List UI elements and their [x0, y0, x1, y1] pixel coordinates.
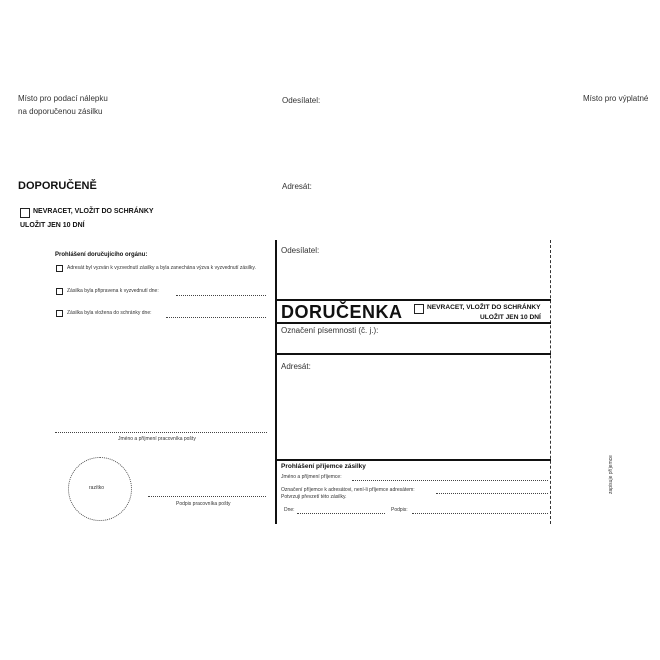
receipt-divider-1	[275, 299, 551, 301]
addressee-label: Adresát:	[282, 182, 312, 191]
declaration-item-1: Adresát byl vyzván k vyzvednutí zásilky a byla zanechána výzva k vyzvednutí zásilky.	[67, 265, 256, 271]
recipient-name-line	[352, 480, 548, 481]
recipient-declaration-title: Prohlášení příjemce zásilky	[281, 463, 366, 470]
signature-caption: Jméno a příjmení pracovníka pošty	[118, 436, 196, 442]
signature2-line	[148, 496, 266, 497]
receipt-cut-line	[550, 240, 551, 524]
postage-place: Místo pro výplatné	[583, 94, 649, 103]
nevracet-label: NEVRACET, VLOŽIT DO SCHRÁNKY	[33, 208, 154, 215]
date-line-3	[166, 317, 266, 318]
declaration-item-3: Zásilka byla vložena do schránky dne:	[67, 310, 152, 316]
item-checkbox-1[interactable]	[56, 265, 63, 272]
receipt-divider-4	[275, 459, 551, 461]
date-label: Dne:	[284, 507, 295, 513]
sender-label: Odesílatel:	[282, 96, 321, 105]
receipt-sender-label: Odesílatel:	[281, 246, 320, 255]
receipt-title: DORUČENKA	[281, 302, 403, 322]
sign-line	[412, 513, 548, 514]
date-line	[297, 513, 385, 514]
recipient-relation-line1: Označení příjemce k adresátovi, není-li příjemce adresátem:	[281, 487, 415, 493]
nevracet-checkbox[interactable]	[20, 208, 30, 218]
vertical-note: zapisuje příjemce	[608, 455, 614, 494]
recipient-relation-line2: Potvrzuji převzetí této zásilky.	[281, 494, 347, 500]
declaration-item-2: Zásilka byla připravena k vyzvednutí dne:	[67, 288, 159, 294]
signature-line	[55, 432, 267, 433]
receipt-nevracet-checkbox[interactable]	[414, 304, 424, 314]
document-ref-label: Označení písemnosti (č. j.):	[281, 326, 379, 335]
receipt-divider-3	[275, 353, 551, 355]
declaration-title: Prohlášení doručujícího orgánu:	[55, 252, 148, 258]
sticker-place-line2: na doporučenou zásilku	[18, 107, 103, 116]
item-checkbox-2[interactable]	[56, 288, 63, 295]
doporucene-heading: DOPORUČENĚ	[18, 180, 97, 192]
receipt-nevracet-label: NEVRACET, VLOŽIT DO SCHRÁNKY	[427, 304, 541, 311]
sign-label: Podpis:	[391, 507, 408, 513]
receipt-left-border	[275, 240, 277, 524]
date-line-2	[176, 295, 266, 296]
recipient-name-label: Jméno a příjmení příjemce:	[281, 474, 342, 480]
ulozit-label: ULOŽIT JEN 10 DNÍ	[20, 222, 85, 229]
signature2-caption: Podpis pracovníka pošty	[176, 501, 231, 507]
item-checkbox-3[interactable]	[56, 310, 63, 317]
receipt-divider-2	[275, 322, 551, 324]
receipt-ulozit-label: ULOŽIT JEN 10 DNÍ	[480, 314, 541, 321]
receipt-addressee-label: Adresát:	[281, 362, 311, 371]
sticker-place-line1: Místo pro podací nálepku	[18, 94, 108, 103]
recipient-relation-line	[436, 493, 548, 494]
stamp-label: razítko	[89, 485, 105, 491]
